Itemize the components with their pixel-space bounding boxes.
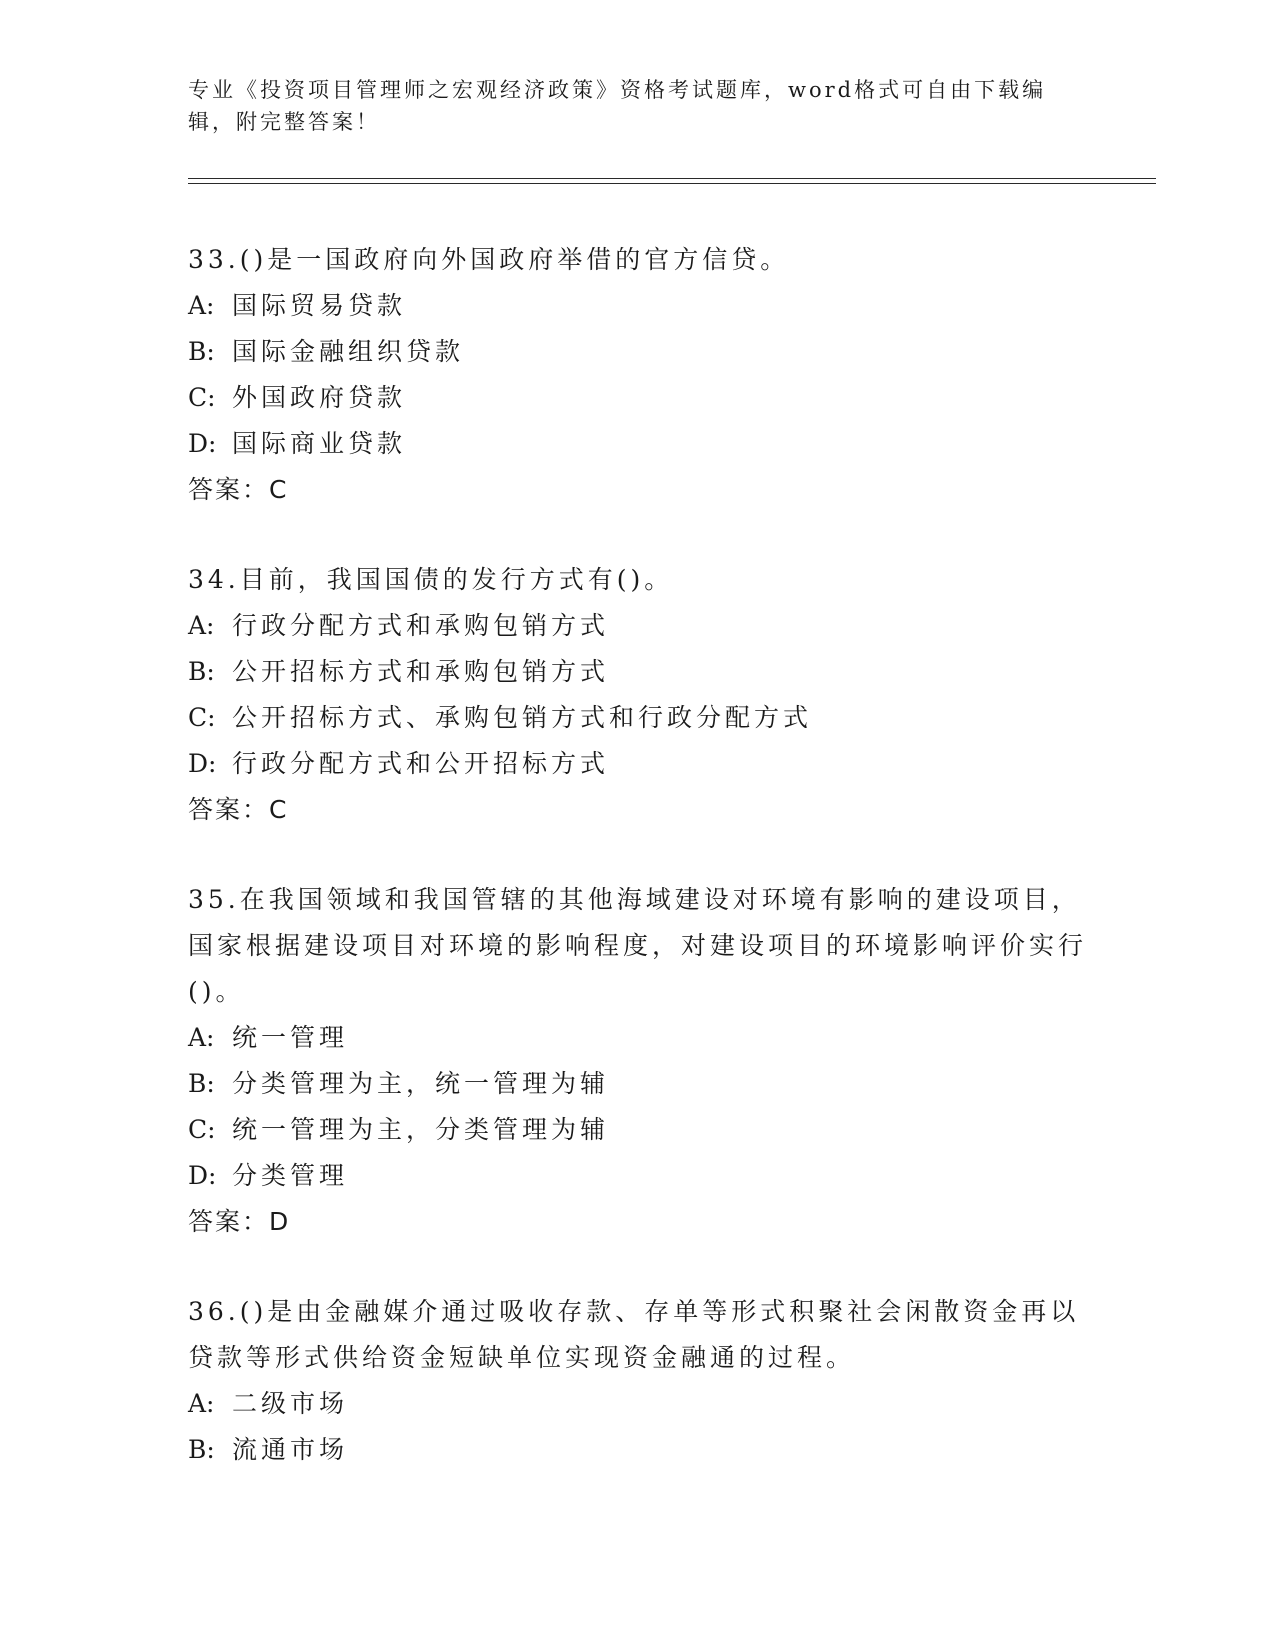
option-text: 二级市场 <box>232 1389 349 1418</box>
option-text: 国际金融组织贷款 <box>232 337 465 366</box>
question-option <box>188 375 1088 421</box>
header-divider-top <box>188 178 1156 179</box>
question-option <box>188 1427 1088 1473</box>
option-text: 流通市场 <box>232 1435 349 1464</box>
question-item <box>188 877 1088 1245</box>
question-stem: 33.()是一国政府向外国政府举借的官方信贷。 <box>188 245 790 274</box>
option-letter: B: <box>188 1069 215 1098</box>
option-letter: C: <box>188 383 216 412</box>
option-letter: B: <box>188 337 215 366</box>
question-stem: 35.在我国领域和我国管辖的其他海域建设对环境有影响的建设项目，国家根据建设项目对环境的影响程度，对建设项目的环境影响评价实行()。 <box>188 885 1088 1006</box>
question-option <box>188 649 1088 695</box>
option-text: 外国政府贷款 <box>232 383 407 412</box>
option-text: 公开招标方式和承购包销方式 <box>232 657 610 686</box>
option-letter: B: <box>188 1435 215 1464</box>
option-letter: A: <box>188 1023 215 1052</box>
option-letter: C: <box>188 1115 216 1144</box>
question-option <box>188 1107 1088 1153</box>
option-letter: D: <box>188 429 217 458</box>
question-option <box>188 1153 1088 1199</box>
option-text: 公开招标方式、承购包销方式和行政分配方式 <box>232 703 813 732</box>
question-stem: 34.目前，我国国债的发行方式有()。 <box>188 565 674 594</box>
option-letter: A: <box>188 1389 215 1418</box>
question-option <box>188 741 1088 787</box>
option-text: 统一管理 <box>232 1023 349 1052</box>
question-answer: 答案：D <box>188 1207 291 1236</box>
option-text: 行政分配方式和承购包销方式 <box>232 611 610 640</box>
question-item <box>188 557 1088 833</box>
option-letter: C: <box>188 703 216 732</box>
question-option <box>188 421 1088 467</box>
option-text: 国际商业贷款 <box>232 429 407 458</box>
question-option <box>188 329 1088 375</box>
question-option <box>188 1061 1088 1107</box>
option-text: 统一管理为主，分类管理为辅 <box>232 1115 610 1144</box>
question-option <box>188 603 1088 649</box>
option-letter: B: <box>188 657 215 686</box>
question-option <box>188 1015 1088 1061</box>
question-stem: 36.()是由金融媒介通过吸收存款、存单等形式积聚社会闲散资金再以贷款等形式供给资金短缺单位实现资金融通的过程。 <box>188 1297 1080 1372</box>
option-text: 分类管理 <box>232 1161 349 1190</box>
option-text: 行政分配方式和公开招标方式 <box>232 749 610 778</box>
question-item <box>188 1289 1088 1473</box>
option-letter: A: <box>188 291 215 320</box>
option-letter: D: <box>188 1161 217 1190</box>
option-letter: A: <box>188 611 215 640</box>
question-answer: 答案：C <box>188 475 289 504</box>
document-header: 专业《投资项目管理师之宏观经济政策》资格考试题库，word格式可自由下载编辑，附完整答案！ <box>188 78 1047 134</box>
question-list <box>188 237 1088 1517</box>
question-option <box>188 283 1088 329</box>
question-answer: 答案：C <box>188 795 289 824</box>
option-text: 国际贸易贷款 <box>232 291 407 320</box>
question-option <box>188 1381 1088 1427</box>
question-item <box>188 237 1088 513</box>
option-letter: D: <box>188 749 217 778</box>
header-divider-bottom <box>188 183 1156 184</box>
option-text: 分类管理为主，统一管理为辅 <box>232 1069 610 1098</box>
question-option <box>188 695 1088 741</box>
